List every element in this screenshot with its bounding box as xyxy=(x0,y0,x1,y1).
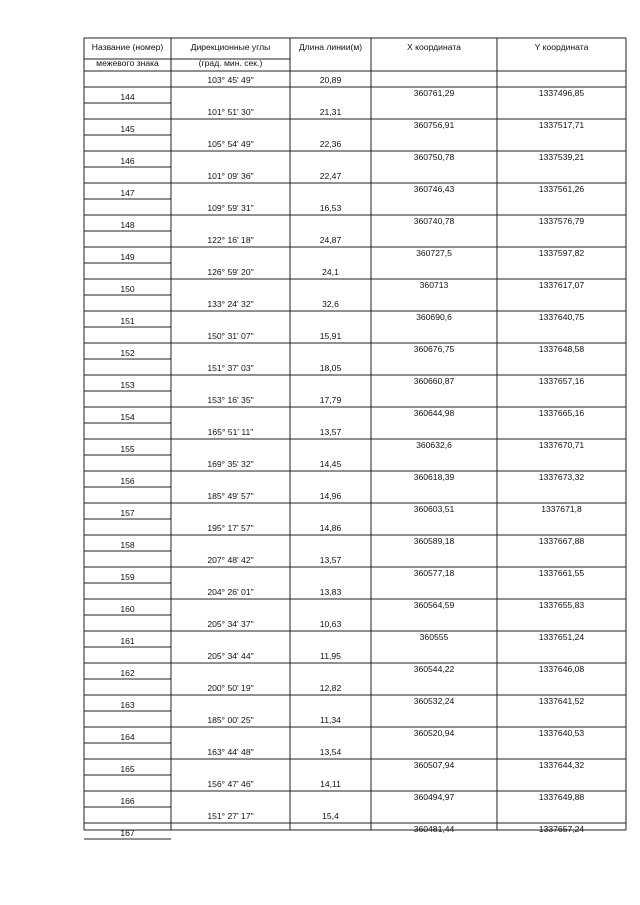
header-x: X координата xyxy=(407,42,461,52)
point-y: 1337670,71 xyxy=(538,440,585,450)
point-x: 360761,29 xyxy=(413,88,455,98)
point-name: 163 xyxy=(120,700,135,710)
segment-angle: 165° 51' 11" xyxy=(207,427,254,437)
point-x: 360660,87 xyxy=(413,376,455,386)
segment-length: 18,05 xyxy=(319,363,342,373)
point-name: 146 xyxy=(120,156,135,166)
segment-angle: 185° 49' 57" xyxy=(207,491,254,501)
point-name: 154 xyxy=(120,412,135,422)
point-x: 360555 xyxy=(419,632,449,642)
point-x: 360481,44 xyxy=(413,824,455,834)
point-name: 153 xyxy=(120,380,135,390)
point-name: 166 xyxy=(120,796,135,806)
point-y: 1337576,79 xyxy=(538,216,585,226)
segment-length: 17,79 xyxy=(319,395,342,405)
point-y: 1337657,16 xyxy=(538,376,585,386)
point-y: 1337657,24 xyxy=(538,824,585,834)
segment-length: 32,6 xyxy=(322,299,339,309)
point-x: 360577,18 xyxy=(413,568,455,578)
segment-length: 11,95 xyxy=(320,651,341,661)
header-name-sub: межевого знака xyxy=(96,58,159,68)
header-y: Y координата xyxy=(534,42,589,52)
segment-angle: 207° 48' 42" xyxy=(207,555,254,565)
segment-length: 22,36 xyxy=(319,139,342,149)
point-name: 144 xyxy=(120,92,135,102)
segment-angle: 126° 59' 20" xyxy=(207,267,254,277)
segment-angle: 169° 35' 32" xyxy=(207,459,254,469)
segment-angle: 195° 17' 57" xyxy=(207,523,254,533)
segment-length: 12,82 xyxy=(319,683,342,693)
segment-angle: 109° 59' 31" xyxy=(207,203,254,213)
point-x: 360520,94 xyxy=(413,728,455,738)
point-name: 158 xyxy=(120,540,135,550)
segment-length: 13,83 xyxy=(319,587,342,597)
point-y: 1337641,52 xyxy=(538,696,585,706)
point-name: 161 xyxy=(120,636,135,646)
point-x: 360750,78 xyxy=(413,152,455,162)
point-y: 1337655,83 xyxy=(538,600,585,610)
segment-angle: 200° 50' 19" xyxy=(207,683,254,693)
segment-angle: 153° 16' 35" xyxy=(207,395,254,405)
header-length: Длина линии(м) xyxy=(298,42,363,52)
point-x: 360756,91 xyxy=(413,120,455,130)
point-name: 145 xyxy=(120,124,135,134)
segment-angle: 205° 34' 44" xyxy=(207,651,254,661)
segment-angle: 156° 47' 46" xyxy=(207,779,254,789)
segment-length: 24,1 xyxy=(322,267,339,277)
segment-length: 15,91 xyxy=(319,331,342,341)
segment-length: 21,31 xyxy=(319,107,342,117)
point-y: 1337667,88 xyxy=(538,536,585,546)
point-name: 160 xyxy=(120,604,135,614)
segment-angle: 151° 27' 17" xyxy=(207,811,254,821)
point-name: 156 xyxy=(120,476,135,486)
point-x: 360507,94 xyxy=(413,760,455,770)
segment-angle: 204° 26' 01" xyxy=(207,587,254,597)
segment-length: 15,4 xyxy=(322,811,339,821)
point-name: 162 xyxy=(120,668,135,678)
point-y: 1337539,21 xyxy=(538,152,585,162)
point-x: 360532,24 xyxy=(413,696,455,706)
point-x: 360644,98 xyxy=(413,408,455,418)
segment-angle: 103° 45' 49" xyxy=(207,75,254,85)
point-y: 1337496,85 xyxy=(538,88,585,98)
point-y: 1337617,07 xyxy=(538,280,585,290)
point-y: 1337665,16 xyxy=(538,408,585,418)
point-x: 360727,5 xyxy=(416,248,452,258)
point-y: 1337640,53 xyxy=(538,728,585,738)
segment-angle: 205° 34' 37" xyxy=(207,619,254,629)
segment-length: 13,57 xyxy=(319,555,342,565)
point-y: 1337597,82 xyxy=(538,248,585,258)
point-x: 360589,18 xyxy=(413,536,455,546)
point-name: 164 xyxy=(120,732,135,742)
point-x: 360603,51 xyxy=(413,504,455,514)
point-x: 360494,97 xyxy=(413,792,455,802)
header-angle: Дирекционные углы xyxy=(190,42,271,52)
point-name: 159 xyxy=(120,572,135,582)
point-x: 360676,75 xyxy=(413,344,455,354)
segment-length: 13,54 xyxy=(319,747,342,757)
table-grid xyxy=(84,38,626,838)
point-y: 1337671,8 xyxy=(541,504,582,514)
point-y: 1337673,32 xyxy=(538,472,585,482)
point-name: 151 xyxy=(120,316,135,326)
point-name: 150 xyxy=(120,284,135,294)
point-name: 157 xyxy=(120,508,135,518)
segment-length: 14,86 xyxy=(319,523,342,533)
segment-length: 10,63 xyxy=(319,619,342,629)
segment-length: 11,34 xyxy=(320,715,341,725)
point-x: 360564,59 xyxy=(413,600,455,610)
point-y: 1337646,08 xyxy=(538,664,585,674)
point-name: 148 xyxy=(120,220,135,230)
boundary-coordinates-table xyxy=(84,38,626,838)
segment-angle: 133° 24' 32" xyxy=(207,299,254,309)
point-x: 360544,22 xyxy=(413,664,455,674)
point-y: 1337517,71 xyxy=(538,120,585,130)
point-y: 1337661,55 xyxy=(538,568,585,578)
segment-length: 20,89 xyxy=(319,75,342,85)
segment-length: 13,57 xyxy=(319,427,342,437)
segment-angle: 101° 51' 30" xyxy=(207,107,254,117)
segment-angle: 151° 37' 03" xyxy=(207,363,254,373)
segment-length: 16,53 xyxy=(319,203,342,213)
segment-length: 24,87 xyxy=(319,235,342,245)
point-x: 360690,6 xyxy=(416,312,452,322)
header-angle-sub: (град. мин. сек.) xyxy=(198,58,263,68)
point-x: 360713 xyxy=(419,280,449,290)
point-x: 360746,43 xyxy=(413,184,455,194)
point-y: 1337644,32 xyxy=(538,760,585,770)
point-y: 1337648,58 xyxy=(538,344,585,354)
segment-angle: 105° 54' 49" xyxy=(207,139,254,149)
segment-angle: 150° 31' 07" xyxy=(207,331,254,341)
point-y: 1337649,88 xyxy=(538,792,585,802)
point-name: 152 xyxy=(120,348,135,358)
point-x: 360740,78 xyxy=(413,216,455,226)
point-name: 167 xyxy=(120,828,135,838)
segment-length: 14,96 xyxy=(319,491,342,501)
segment-length: 22,47 xyxy=(319,171,342,181)
segment-angle: 101° 09' 36" xyxy=(207,171,254,181)
point-x: 360618,39 xyxy=(413,472,455,482)
header-name: Название (номер) xyxy=(91,42,164,52)
point-y: 1337640,75 xyxy=(538,312,585,322)
segment-angle: 185° 00' 25" xyxy=(207,715,254,725)
point-x: 360632,6 xyxy=(416,440,452,450)
segment-angle: 122° 16' 18" xyxy=(207,235,254,245)
segment-length: 14,11 xyxy=(320,779,341,789)
point-y: 1337651,24 xyxy=(538,632,585,642)
point-name: 149 xyxy=(120,252,135,262)
segment-angle: 163° 44' 48" xyxy=(207,747,254,757)
point-y: 1337561,26 xyxy=(538,184,585,194)
point-name: 147 xyxy=(120,188,135,198)
point-name: 165 xyxy=(120,764,135,774)
point-name: 155 xyxy=(120,444,135,454)
segment-length: 14,45 xyxy=(319,459,342,469)
